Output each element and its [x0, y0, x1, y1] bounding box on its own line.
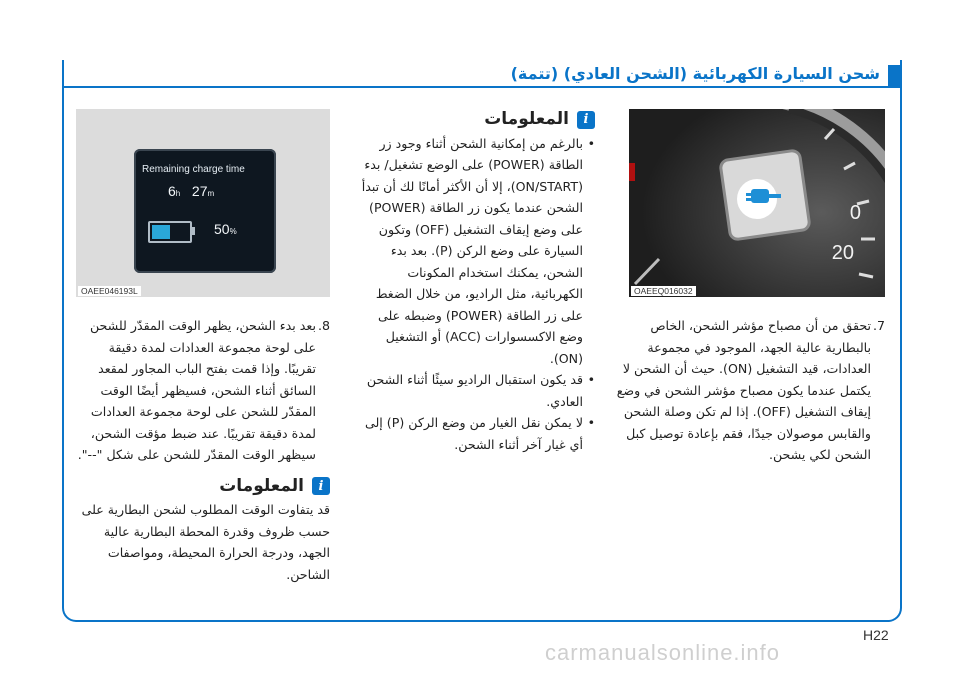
info-bullets [355, 133, 595, 456]
percent-value: 50 [214, 221, 230, 237]
section-title: شحن السيارة الكهربائية (الشحن العادي) (تتمة) [510, 64, 880, 83]
step-item [76, 315, 330, 466]
info-icon: i [577, 111, 595, 129]
hours-value: 6 [168, 183, 176, 199]
minutes-unit: m [207, 189, 215, 198]
info-title: المعلومات [219, 475, 304, 496]
section-header [62, 60, 902, 88]
gauge-illustration [629, 109, 885, 297]
right-column [612, 109, 885, 466]
page-number: H22 [863, 627, 889, 643]
hours-unit: h [175, 189, 181, 198]
cluster-display-figure [76, 109, 330, 297]
left-column [76, 109, 330, 585]
bullet-item: • لا يمكن نقل الغيار من وضع الركن (P) إلى أي غيار آخر أثناء الشحن. [355, 412, 595, 455]
battery-cap [192, 227, 195, 235]
info-heading [76, 476, 330, 498]
charge-time-readout [168, 181, 214, 205]
info-icon: i [312, 477, 330, 495]
battery-icon [148, 221, 192, 243]
gauge-tick-label: 20 [831, 242, 854, 264]
figure-caption: OAEE046193L [78, 286, 141, 296]
header-marker [888, 65, 902, 86]
info-title: المعلومات [484, 109, 569, 129]
figure-caption: OAEEQ016032 [631, 286, 696, 296]
step-item [612, 315, 885, 466]
middle-column [355, 109, 595, 455]
bullet-item: • قد يكون استقبال الراديو سيئًا أثناء الشحن العادي. [355, 369, 595, 412]
battery-level-fill [152, 225, 170, 239]
watermark: carmanualsonline.info [545, 640, 781, 665]
cluster-screen [134, 149, 276, 273]
screen-title: Remaining charge time [142, 164, 245, 175]
step-number: 8. [317, 318, 330, 333]
percent-unit: % [229, 227, 237, 236]
step-text: بعد بدء الشحن، يظهر الوقت المقدّر للشحن على لوحة مجموعة العدادات لمدة دقيقة تقريبًا. وإذا قمت بفتح الباب المجاور لمقعد السائق أثناء الشحن، فسيظهر أيضًا الوقت المقدّر للشحن على لوحة مجموعة العدادات لمدة دقيقة تقريبًا. عند ضبط مؤقت الشحن، سيظهر الوقت المقدّر للشحن على شكل "--". [77, 318, 316, 462]
gauge-figure [629, 109, 885, 297]
bullet-item: • بالرغم من إمكانية الشحن أثناء وجود زر الطاقة (POWER) على الوضع تشغيل/ بدء (ON/START)، إلا أن الأكثر أمانًا لك أن تبدأ الشحن عندما يكون زر الطاقة (POWER) على وضع إيقاف التشغيل (OFF) وتكون السيارة على وضع الركن (P). بعد بدء الشحن، يمكنك استخدام المكونات الكهربائية، مثل الراديو، من خلال الضغط على زر الطاقة (POWER) وضبطه على وضع الاكسسوارات (ACC) أو التشغيل (ON). [355, 133, 595, 370]
charge-percent [214, 219, 237, 243]
info-heading [355, 109, 595, 131]
step-number: 7. [872, 318, 885, 333]
minutes-value: 27 [191, 183, 208, 199]
step-text: تحقق من أن مصباح مؤشر الشحن، الخاص بالبطارية عالية الجهد، الموجود في مجموعة العدادات، قيد التشغيل (ON). حيث أن الشحن لا يكتمل عندما يكون مصباح مؤشر الشحن في وضع إيقاف التشغيل (OFF). إذا لم تكن وصلة الشحن والقابس موصولان جيدًا، فقم بإعادة توصيل كبل الشحن لكي يشحن. [616, 318, 871, 462]
info-text: قد يتفاوت الوقت المطلوب لشحن البطارية على حسب ظروف وقدرة المحطة البطارية عالية الجهد، ودرجة الحرارة المحيطة، ومواصفات الشاحن. [81, 502, 330, 582]
gauge-tick-label: 0 [849, 202, 861, 224]
